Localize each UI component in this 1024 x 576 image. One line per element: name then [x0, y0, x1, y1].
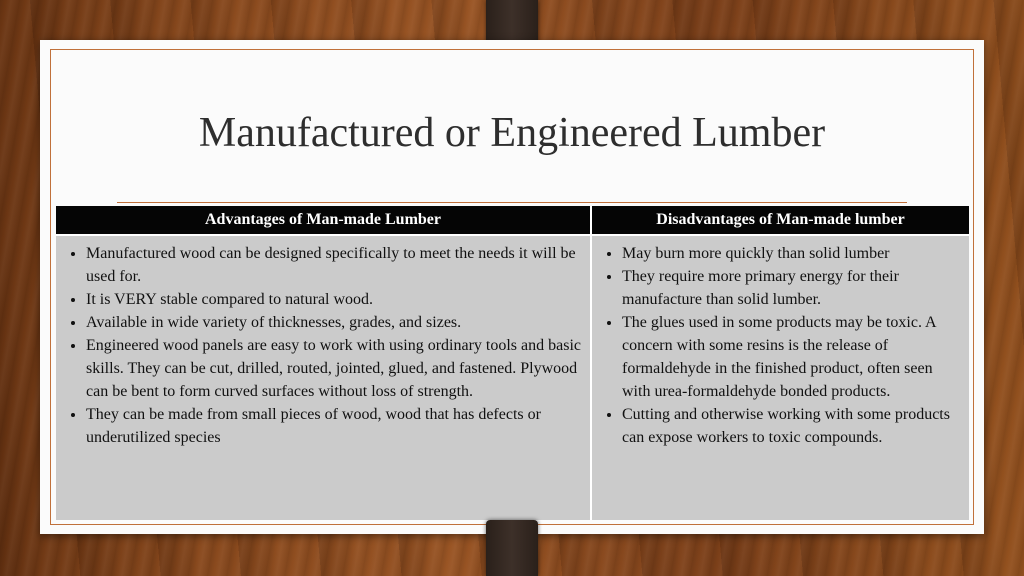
slide	[40, 40, 984, 534]
list-item: • It is VERY stable compared to natural wood.	[86, 288, 584, 311]
title-divider	[117, 202, 907, 203]
list-item: • May burn more quickly than solid lumber	[622, 242, 963, 265]
advantages-list	[60, 242, 584, 449]
hanging-strap-bottom	[486, 520, 538, 576]
disadvantages-cell	[591, 235, 969, 520]
disadvantages-list	[596, 242, 963, 449]
list-item: • Cutting and otherwise working with some products can expose workers to toxic compounds.	[622, 403, 963, 449]
table-row	[56, 235, 969, 520]
comparison-table	[56, 206, 969, 520]
header-disadvantages: Disadvantages of Man-made lumber	[591, 206, 969, 235]
list-item: • Available in wide variety of thicknesses, grades, and sizes.	[86, 311, 584, 334]
header-advantages: Advantages of Man-made Lumber	[56, 206, 591, 235]
list-item: • Engineered wood panels are easy to work with using ordinary tools and basic skills. They can be cut, drilled, routed, jointed, glued, and fastened. Plywood can be bent to form curved surfaces without loss of strength.	[86, 334, 584, 403]
advantages-cell	[56, 235, 591, 520]
slide-title: Manufactured or Engineered Lumber	[198, 110, 826, 156]
list-item: • They require more primary energy for their manufacture than solid lumber.	[622, 265, 963, 311]
list-item: • They can be made from small pieces of wood, wood that has defects or underutilized species	[86, 403, 584, 449]
list-item: • The glues used in some products may be toxic. A concern with some resins is the release of formaldehyde in the finished product, often seen with urea-formaldehyde bonded products.	[622, 311, 963, 403]
table-header-row	[56, 206, 969, 235]
list-item: • Manufactured wood can be designed specifically to meet the needs it will be used for.	[86, 242, 584, 288]
